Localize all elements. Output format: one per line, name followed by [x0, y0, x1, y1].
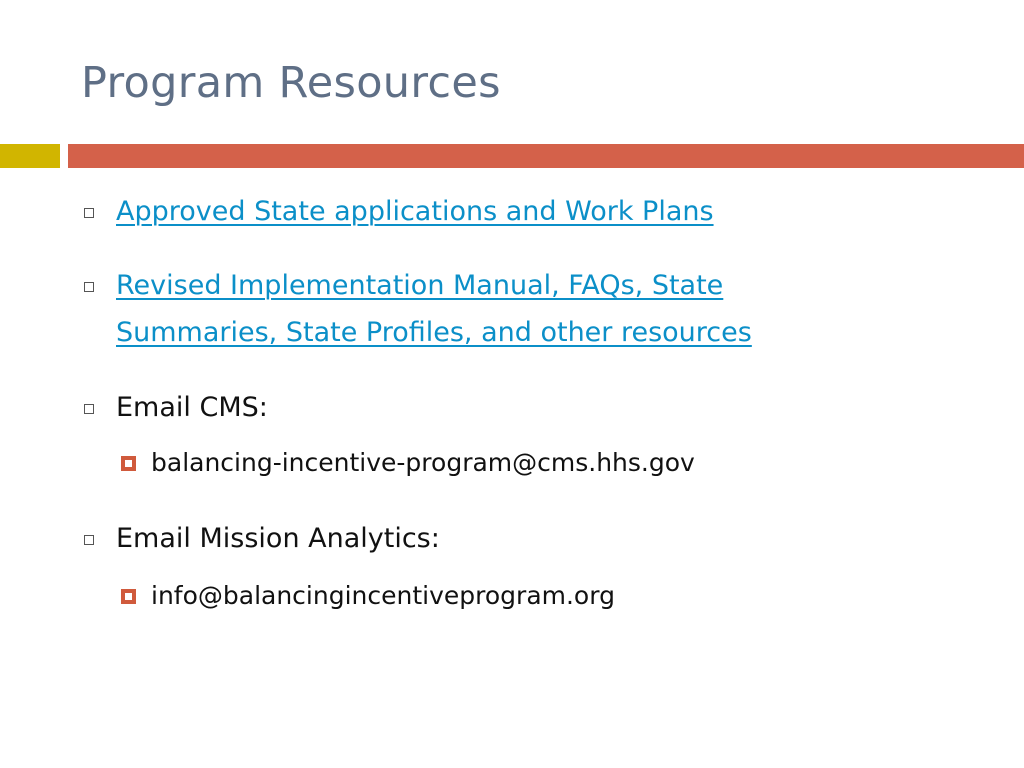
- revised-manual-link-line-2[interactable]: Summaries, State Profiles, and other resources: [116, 317, 752, 348]
- approved-applications-link[interactable]: Approved State applications and Work Plans: [116, 196, 714, 227]
- filled-square-sub-bullet-icon: [121, 589, 136, 604]
- bullet-item-approved-applications: [116, 188, 714, 235]
- accent-bar-left: [0, 144, 60, 168]
- bullet-item-revised-manual: [116, 262, 723, 309]
- hollow-square-bullet-icon: [84, 282, 94, 292]
- email-mission-analytics-label: Email Mission Analytics:: [116, 523, 440, 554]
- hollow-square-bullet-icon: [84, 535, 94, 545]
- email-cms-label: Email CMS:: [116, 392, 268, 423]
- bullet-item-revised-manual-continued: [116, 309, 752, 356]
- cms-email-address: balancing-incentive-program@cms.hhs.gov: [151, 448, 695, 477]
- accent-bar-right: [68, 144, 1024, 168]
- filled-square-sub-bullet-icon: [121, 456, 136, 471]
- mission-analytics-email-address: info@balancingincentiveprogram.org: [151, 581, 615, 610]
- slide-title: Program Resources: [81, 58, 501, 108]
- hollow-square-bullet-icon: [84, 404, 94, 414]
- revised-manual-link-line-1[interactable]: Revised Implementation Manual, FAQs, State: [116, 270, 724, 301]
- hollow-square-bullet-icon: [84, 208, 94, 218]
